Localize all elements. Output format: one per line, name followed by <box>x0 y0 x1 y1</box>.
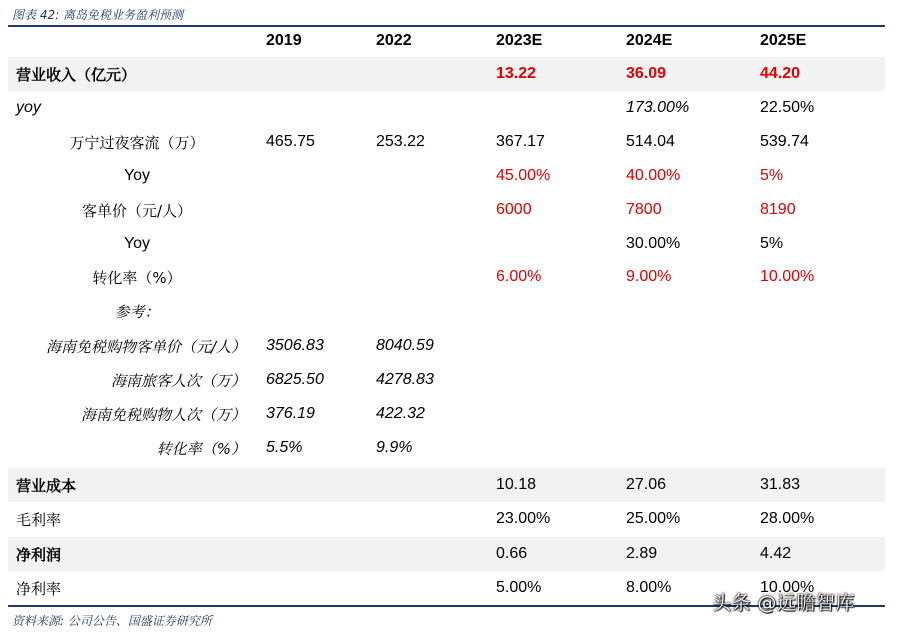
table-row-price-yoy <box>8 227 885 261</box>
cell-value: 9.00% <box>626 268 672 285</box>
col-header-2025e: 2025E <box>760 32 807 49</box>
watermark-text: 头条 @远瞻智库 <box>712 592 856 614</box>
row-label: Yoy <box>123 167 151 184</box>
table-row-hainan-unit-price <box>8 329 885 363</box>
row-label: 净利率 <box>16 579 62 598</box>
cell-value: 6000 <box>496 201 532 218</box>
table-row-gross-margin <box>8 502 885 536</box>
cell-value: 253.22 <box>376 133 425 150</box>
cell-value: 31.83 <box>760 476 801 493</box>
cell-value: 5% <box>760 235 784 252</box>
cell-value: 0.66 <box>496 545 528 562</box>
table-row-revenue <box>8 57 885 91</box>
row-label: 净利润 <box>16 545 62 564</box>
row-label: 海南旅客人次（万） <box>110 371 246 390</box>
cell-value: 9.9% <box>376 439 413 456</box>
table-row-hainan-shoppers <box>8 397 885 431</box>
table-row-wanning-traffic <box>8 125 885 159</box>
cell-value: 3506.83 <box>266 337 324 354</box>
table-row-reference <box>8 294 885 328</box>
table-row-hainan-conversion <box>8 431 885 465</box>
col-header-2023e: 2023E <box>496 32 543 49</box>
row-label: 转化率（%） <box>92 268 182 287</box>
cell-value: 5.00% <box>496 579 542 596</box>
cell-value: 4278.83 <box>376 371 434 388</box>
cell-value: 6.00% <box>496 268 542 285</box>
row-label: 转化率（%） <box>156 439 246 458</box>
cell-value: 376.19 <box>266 405 315 422</box>
row-label: 海南免税购物人次（万） <box>80 405 246 424</box>
cell-value: 28.00% <box>760 510 815 527</box>
cell-value: 5.5% <box>266 439 303 456</box>
cell-value: 422.32 <box>376 405 425 422</box>
cell-value: 23.00% <box>496 510 551 527</box>
row-label: 参考： <box>114 302 160 321</box>
cell-value: 514.04 <box>626 133 675 150</box>
cell-value: 2.89 <box>626 545 658 562</box>
header-row <box>8 27 885 55</box>
table-row-traffic-yoy <box>8 159 885 193</box>
table-row-net-profit <box>8 537 885 571</box>
cell-value: 8.00% <box>626 579 672 596</box>
cell-value: 27.06 <box>626 476 667 493</box>
row-label: Yoy <box>123 235 151 252</box>
cell-value: 5% <box>760 167 784 184</box>
cell-value: 7800 <box>626 201 662 218</box>
table-caption: 图表 42: 离岛免税业务盈利预测 <box>12 8 183 22</box>
cell-value: 36.09 <box>626 65 667 82</box>
row-label: 万宁过夜客流（万） <box>69 133 205 152</box>
cell-value: 6825.50 <box>266 371 324 388</box>
cell-value: 8040.59 <box>376 337 434 354</box>
cell-value: 40.00% <box>626 167 681 184</box>
row-label: 毛利率 <box>16 510 62 529</box>
cell-value: 465.75 <box>266 133 315 150</box>
table-row-conversion <box>8 261 885 293</box>
cell-value: 367.17 <box>496 133 545 150</box>
row-label: 营业收入（亿元） <box>16 65 137 84</box>
cell-value: 44.20 <box>760 65 801 82</box>
table-row-unit-price <box>8 193 885 227</box>
row-label: 客单价（元/人） <box>81 201 193 220</box>
cell-value: 10.00% <box>760 579 815 596</box>
cell-value: 25.00% <box>626 510 681 527</box>
cell-value: 30.00% <box>626 235 681 252</box>
row-label: 海南免税购物客单价（元/人） <box>45 337 246 356</box>
row-label: 营业成本 <box>16 476 77 495</box>
col-header-2024e: 2024E <box>626 32 673 49</box>
cell-value: 13.22 <box>496 65 537 82</box>
table-row-operating-cost <box>8 468 885 502</box>
cell-value: 10.00% <box>760 268 815 285</box>
cell-value: 45.00% <box>496 167 551 184</box>
source-note: 资料来源: 公司公告、国盛证券研究所 <box>12 614 212 628</box>
col-header-2019: 2019 <box>266 32 302 49</box>
col-header-2022: 2022 <box>376 32 412 49</box>
table-row-revenue-yoy <box>8 91 885 125</box>
table-row-hainan-visitors <box>8 363 885 397</box>
cell-value: 22.50% <box>760 99 815 116</box>
cell-value: 4.42 <box>760 545 792 562</box>
cell-value: 539.74 <box>760 133 809 150</box>
cell-value: 173.00% <box>626 99 690 116</box>
cell-value: 8190 <box>760 201 796 218</box>
row-label: yoy <box>16 99 41 116</box>
cell-value: 10.18 <box>496 476 537 493</box>
